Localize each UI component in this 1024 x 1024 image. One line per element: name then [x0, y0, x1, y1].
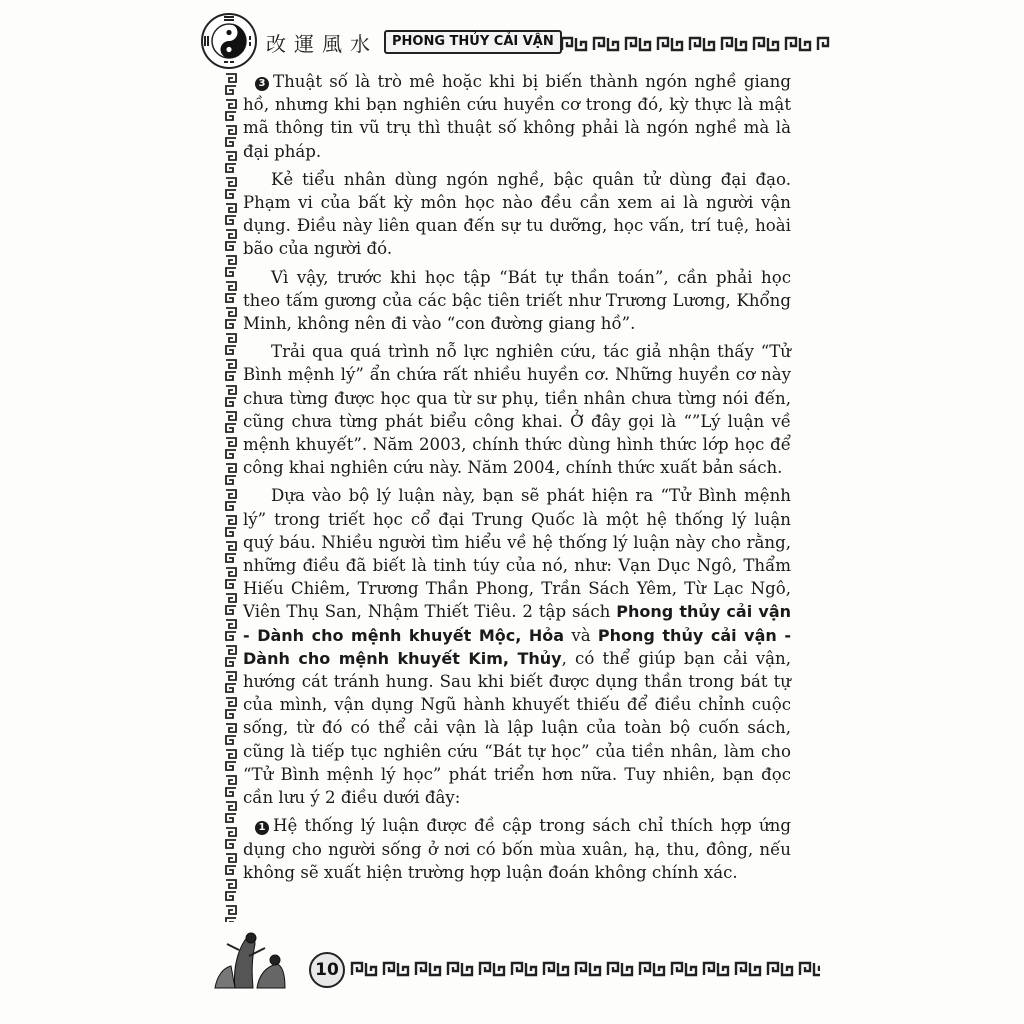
paragraph-6: 1 Hệ thống lý luận được đề cập trong sách chỉ thích hợp ứng dụng cho người sống ở nơi có bốn mùa xuân, hạ, thu, đông, nếu không sẽ xuất hiện trường hợp luận đoán không chính xác.	[243, 816, 791, 882]
number-badge: 3	[255, 77, 269, 91]
fret-border-bottom	[350, 960, 820, 978]
book-title-1: Phong thủy cải vận - Dành cho mệnh khuyết Mộc, Hỏa	[243, 602, 792, 645]
book-title-badge: PHONG THỦY CẢI VẬN	[384, 30, 562, 54]
yin-yang-icon	[200, 12, 258, 70]
paragraph-3: Vì vậy, trước khi học tập “Bát tự thần toán”, cần phải học theo tấm gương của các bậc tiên triết như Trương Lương, Khổng Minh, không nên đi vào “con đường giang hồ”.	[243, 267, 791, 334]
page-header	[200, 8, 830, 74]
page-number: 10	[309, 952, 345, 988]
fret-border-top	[560, 34, 840, 54]
number-badge: 1	[255, 821, 269, 835]
paragraph-5: Dựa vào bộ lý luận này, bạn sẽ phát hiện ra “Tử Bình mệnh lý” trong triết học cổ đại Trung Quốc là một hệ thống lý luận quý báu. Nhiều người tìm hiểu về hệ thống lý luận này cho rằng, những điều đã biết là tinh túy của nó, như: Vạn Dục Ngô, Thẩm Hiếu Chiêm, Trương Thần Phong, Trần Sách Yêm, Từ Lạc Ngô, Viên Thụ San, Nhậm Thiết Tiêu. 2 tập sách Phong thủy cải vận - Dành cho mệnh khuyết Mộc, Hỏa và Phong thủy cải vận - Dành cho mệnh khuyết Kim, Thủy, có thể giúp bạn cải vận, hướng cát tránh hung. Sau khi biết được dụng thần trong bát tự của mình, vận dụng Ngũ hành khuyết thiếu để điều chỉnh cuộc sống, từ đó có thể cải vận là lập luận của toàn bộ cuốn sách, cũng là tiếp tục nghiên cứu “Bát tự học” của tiền nhân, làm cho “Tử Bình mệnh lý học” phát triển hơn nữa. Tuy nhiên, bạn đọc cần lưu ý 2 điều dưới đây:	[243, 486, 792, 808]
fret-border-left	[224, 72, 238, 922]
decorative-figure-icon	[205, 930, 305, 990]
paragraph-4: Trải qua quá trình nỗ lực nghiên cứu, tác giả nhận thấy “Tử Bình mệnh lý” ẩn chứa rất nhiều huyền cơ. Những huyền cơ này chưa từng được học qua từ sư phụ, tiền nhân chưa từng nói đến, cũng chưa từng phát biểu công khai. Ở đây gọi là “”Lý luận về mệnh khuyết”. Năm 2003, chính thức dùng hình thức lớp học để công khai nghiên cứu này. Năm 2004, chính thức xuất bản sách.	[243, 342, 791, 478]
paragraph-1: 3 Thuật số là trò mê hoặc khi bị biến thành ngón nghề giang hồ, nhưng khi bạn nghiên cứu huyền cơ trong đó, kỳ thực là mật mã thông tin vũ trụ thì thuật số không phải là ngón nghề mà là đại pháp.	[243, 72, 791, 161]
page-body	[243, 70, 791, 889]
chinese-title: 改運風水	[266, 32, 378, 56]
book-title-2: Phong thủy cải vận - Dành cho mệnh khuyết Kim, Thủy	[243, 625, 791, 668]
page-footer	[205, 930, 825, 990]
paragraph-2: Kẻ tiểu nhân dùng ngón nghề, bậc quân tử dùng đại đạo. Phạm vi của bất kỳ môn học nào đều cần xem ai là người vận dụng. Điều này liên quan đến sự tu dưỡng, học vấn, trí tuệ, hoài bão của người đó.	[243, 169, 791, 259]
